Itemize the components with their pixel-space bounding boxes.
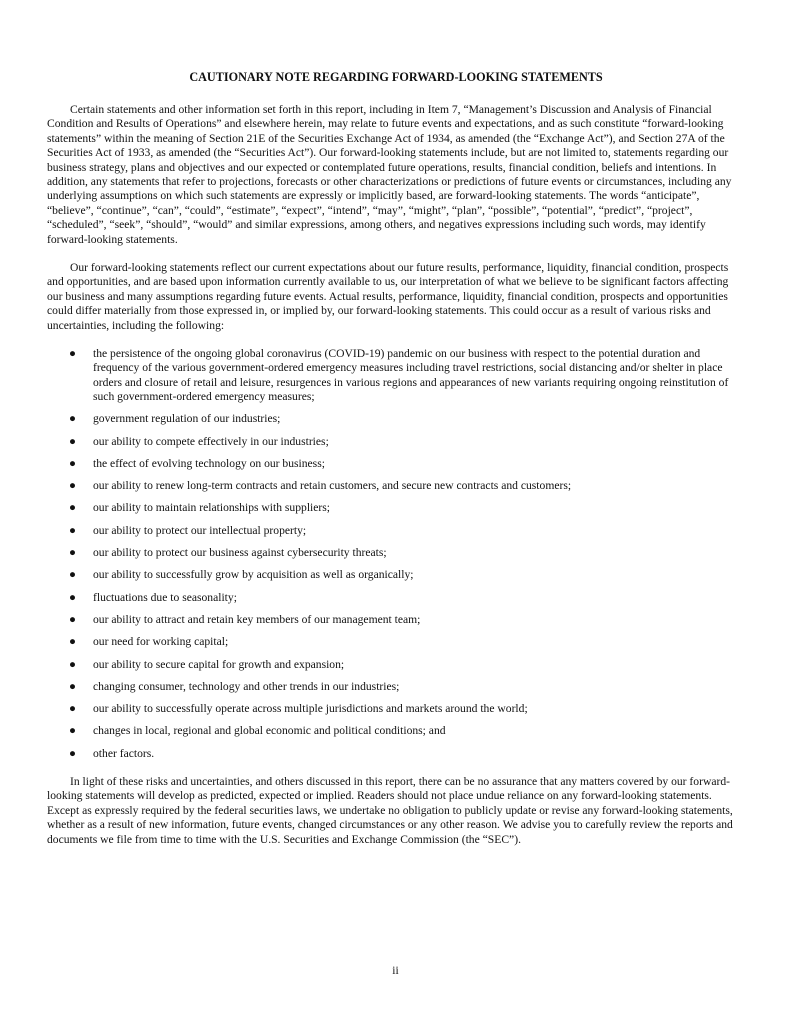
bullet-icon: ●: [69, 568, 77, 582]
bullet-icon: ●: [69, 347, 77, 361]
page-number: ii: [392, 964, 399, 977]
document-page: [47, 64, 745, 847]
risk-factors-list: [47, 347, 745, 761]
list-item: ● our ability to protect our intellectual property;: [69, 523, 307, 537]
bullet-icon: ●: [69, 612, 77, 626]
bullet-icon: ●: [69, 746, 77, 760]
bullet-icon: ●: [69, 635, 77, 649]
list-item: ● our ability to renew long-term contracts and retain customers, and secure new contracts and customers;: [69, 479, 572, 493]
list-item: ● the persistence of the ongoing global coronavirus (COVID-19) pandemic on our business with respect to the potential duration and frequency of the various government-ordered emergency measures including travel restrictions, social distancing and/or shelter in place orders and closure of retail and leisure, resurgences in various regions and appearances of new variants requiring ongoing reinstitution of such government-ordered emergency measures;: [69, 347, 729, 403]
closing-paragraph: In light of these risks and uncertainties, and others discussed in this report, there can be no assurance that any matters covered by our forward-looking statements will develop as predicted, expected or implied. Readers should not place undue reliance on any forward-looking statements. Except as expressly required by the federal securities laws, we undertake no obligation to publicly update or revise any forward-looking statements, whether as a result of new information, future events, changed circumstances or any other reason. We advise you to carefully review the reports and documents we file from time to time with the U.S. Securities and Exchange Commission (the “SEC”).: [47, 775, 733, 846]
list-item: ● changes in local, regional and global economic and political conditions; and: [69, 724, 446, 738]
list-item: ● our ability to secure capital for growth and expansion;: [69, 657, 345, 671]
list-item: ● our ability to successfully operate across multiple jurisdictions and markets around the world;: [69, 702, 528, 716]
list-item: ● fluctuations due to seasonality;: [69, 590, 237, 604]
bullet-icon: ●: [69, 501, 77, 515]
bullet-icon: ●: [69, 412, 77, 426]
bullet-icon: ●: [69, 679, 77, 693]
list-item: ● our ability to compete effectively in our industries;: [69, 434, 329, 448]
intro-paragraph: Certain statements and other information set forth in this report, including in Item 7, “Management’s Discussion and Analysis of Financial Condition and Results of Operations” and elsewhere herein, may relate to future events and expectations, and as such constitute “forward-looking statements” within the meaning of Section 21E of the Securities Exchange Act of 1934, as amended (the “Exchange Act”), and Section 27A of the Securities Act of 1933, as amended (the “Securities Act”). Our forward-looking statements include, but are not limited to, statements regarding our business strategy, plans and objectives and our expected or contemplated future operations, results, financial condition, beliefs and intentions. In addition, any statements that refer to projections, forecasts or other characterizations or predictions of future events or circumstances, including any underlying assumptions on which such statements are expressly or implicitly based, are forward-looking statements. The words “anticipate”, “believe”, “continue”, “can”, “could”, “estimate”, “expect”, “intend”, “may”, “might”, “plan”, “possible”, “potential”, “predict”, “project”, “scheduled”, “seek”, “should”, “would” and similar expressions, among others, and negatives expressions including such words, may identify forward-looking statements.: [47, 103, 732, 246]
list-item: ● the effect of evolving technology on our business;: [69, 456, 325, 470]
bullet-icon: ●: [69, 724, 77, 738]
list-item: ● changing consumer, technology and other trends in our industries;: [69, 679, 400, 693]
list-item: ● government regulation of our industries;: [69, 412, 281, 426]
page-title: CAUTIONARY NOTE REGARDING FORWARD-LOOKING STATEMENTS: [189, 70, 603, 84]
list-item: ● other factors.: [69, 746, 155, 760]
bullet-icon: ●: [69, 657, 77, 671]
bullet-icon: ●: [69, 456, 77, 470]
list-item: ● our ability to attract and retain key members of our management team;: [69, 612, 421, 626]
bullet-icon: ●: [69, 523, 77, 537]
list-item: ● our ability to protect our business against cybersecurity threats;: [69, 546, 387, 560]
bullet-icon: ●: [69, 546, 77, 560]
bullet-icon: ●: [69, 479, 77, 493]
list-item: ● our ability to maintain relationships with suppliers;: [69, 501, 330, 515]
list-item: ● our need for working capital;: [69, 635, 229, 649]
bullet-icon: ●: [69, 590, 77, 604]
bullet-icon: ●: [69, 434, 77, 448]
expectations-paragraph: Our forward-looking statements reflect our current expectations about our future results, performance, liquidity, financial condition, prospects and opportunities, and are based upon information currently available to us, our interpretation of what we believe to be significant factors affecting our business and many assumptions regarding future events. Actual results, performance, liquidity, financial condition, prospects and opportunities could differ materially from those expressed in, or implied by, our forward-looking statements. This could occur as a result of various risks and uncertainties, including the following:: [47, 261, 729, 332]
bullet-icon: ●: [69, 702, 77, 716]
list-item: ● our ability to successfully grow by acquisition as well as organically;: [69, 568, 414, 582]
